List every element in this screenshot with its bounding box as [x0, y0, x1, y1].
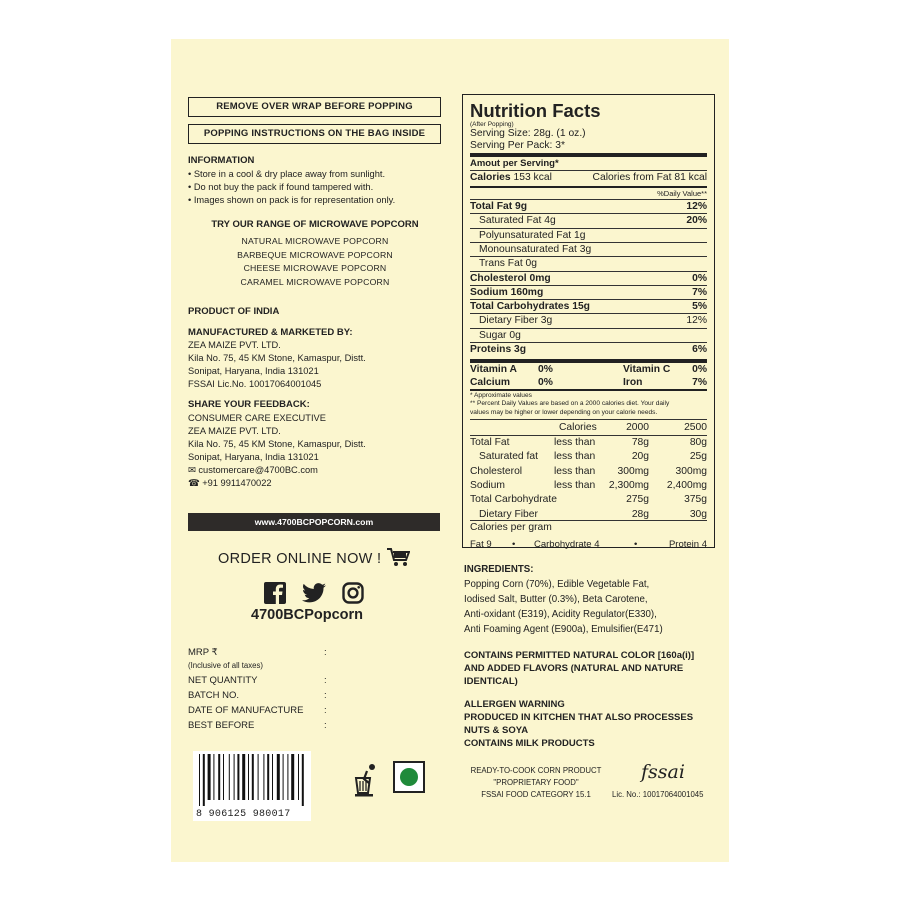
address-line: Kila No. 75, 45 KM Stone, Kamaspur, Distt. [188, 353, 366, 363]
serving-size: Serving Size: 28g. (1 oz.) [470, 128, 586, 139]
barcode-bar [229, 754, 230, 800]
ingredients-list [464, 577, 663, 637]
vitamin-value: 0% [692, 364, 707, 375]
facebook-icon [264, 582, 286, 609]
phone-line [188, 477, 366, 490]
info-line: • Do not buy the pack if found tampered with. [188, 182, 374, 192]
veg-symbol-icon [393, 761, 425, 793]
category-line: READY-TO-COOK CORN PRODUCT [470, 766, 602, 775]
net-quantity-label: NET QUANTITY [188, 675, 258, 686]
reference-nutrient: Saturated fat [479, 451, 538, 463]
nutrient-label: Total Fat 9g [470, 201, 528, 212]
barcode [193, 751, 311, 821]
reference-2000: 78g [631, 437, 649, 448]
cpg-dot: • [512, 539, 516, 550]
info-line: • Store in a cool & dry place away from sunlight. [188, 169, 386, 179]
mrp-field [188, 647, 218, 658]
range-item: BARBEQUE MICROWAVE POPCORN [237, 249, 393, 260]
vitamin-label: Vitamin A [470, 364, 517, 375]
vitamin-label: Calcium [470, 377, 511, 388]
nutrient-daily-value: 7% [692, 286, 707, 298]
category-line: "PROPRIETARY FOOD" [493, 778, 579, 787]
cpg-dot: • [634, 539, 638, 550]
barcode-bar [258, 754, 259, 800]
dustbin-icon [353, 763, 381, 802]
barcode-bar [234, 754, 235, 800]
cart-icon [386, 547, 410, 571]
nutrient-daily-value: 6% [692, 344, 707, 355]
vitamin-value: 0% [538, 377, 553, 388]
barcode-bar [298, 754, 299, 800]
reference-nutrient: Total Carbohydrate [470, 494, 558, 506]
ingredient-line: Anti-oxidant (E319), Acidity Regulator(E330), [464, 609, 657, 620]
reference-2500: 30g [689, 508, 707, 520]
mrp-label: MRP ₹ [188, 647, 218, 658]
info-line: • Images shown on pack is for representation only. [188, 195, 396, 205]
barcode-bar [213, 754, 214, 800]
barcode-bar [208, 754, 211, 800]
calories-label: Calories [470, 172, 511, 183]
ingredient-line: Popping Corn (70%), Edible Vegetable Fat, [464, 579, 650, 590]
footnote-line: ** Percent Daily Values are based on a 2000 calories diet. Your daily [470, 400, 670, 407]
vitamin-label: Iron [623, 377, 643, 388]
email-text: customercare@4700BC.com [198, 465, 318, 475]
nutrient-label: Monounsaturated Fat 3g [479, 243, 592, 255]
range-heading: TRY OUR RANGE OF MICROWAVE POPCORN [211, 219, 419, 230]
information-list [188, 168, 395, 207]
package-back-panel [171, 39, 729, 862]
nutrient-daily-value: 12% [686, 201, 707, 212]
reference-2000: 300mg [617, 465, 649, 477]
address-line: Sonipat, Haryana, India 131021 [188, 366, 319, 376]
allergen-line: NUTS & SOYA [464, 725, 529, 736]
barcode-bar [218, 754, 220, 800]
nutrient-label: Total Carbohydrates 15g [470, 301, 590, 313]
fssai-logo: fssai [641, 761, 685, 783]
batch-label: BATCH NO. [188, 690, 240, 701]
serving-per-pack: Serving Per Pack: 3* [470, 140, 566, 151]
vitamin-value: 7% [692, 377, 707, 388]
fssai-line: FSSAI Lic.No. 10017064001045 [188, 379, 322, 389]
reference-2500: 25g [689, 451, 707, 463]
reference-nutrient: Cholesterol [470, 465, 523, 477]
daily-value-header: %Daily Value** [657, 189, 707, 198]
calories-value: 153 kcal [513, 172, 552, 183]
reference-2500: 80g [689, 437, 707, 448]
social-icons [264, 582, 374, 606]
nutrient-label: Sodium 160mg [470, 286, 544, 298]
range-list [188, 235, 442, 289]
reference-2000: 20g [631, 451, 649, 463]
product-of-india: PRODUCT OF INDIA [188, 306, 280, 317]
barcode-bar [248, 754, 249, 800]
reference-nutrient: Total Fat [470, 437, 510, 448]
reference-2000: 28g [631, 508, 649, 520]
contains-colors [464, 649, 694, 688]
allergen-warning [464, 698, 693, 750]
nutrient-label: Cholesterol 0mg [470, 272, 551, 284]
vitamin-label: Vitamin C [623, 364, 671, 375]
barcode-bar [223, 754, 224, 800]
barcode-digits: 8 906125 980017 [196, 809, 291, 820]
contains-line: CONTAINS PERMITTED NATURAL COLOR [160a(i)] [464, 650, 695, 661]
barcode-bar [283, 754, 284, 800]
address-line: Sonipat, Haryana, India 131021 [188, 452, 319, 462]
barcode-bar [277, 754, 280, 800]
cpg-fat: Fat 9 [470, 539, 492, 550]
instagram-icon [342, 582, 364, 609]
category-line: FSSAI FOOD CATEGORY 15.1 [481, 790, 591, 799]
footnote-line: values may be higher or lower depending on your calorie needs. [470, 408, 658, 416]
calories-from-fat: Calories from Fat 81 kcal [592, 172, 707, 183]
dv-footnote [470, 400, 669, 417]
order-online-text: ORDER ONLINE NOW ! [218, 551, 382, 567]
range-item: CARAMEL MICROWAVE POPCORN [240, 276, 390, 287]
barcode-bar [199, 754, 200, 806]
mrp-note: (Inclusive of all taxes) [188, 661, 263, 670]
barcode-bar [263, 754, 264, 800]
barcode-bar [203, 754, 205, 806]
net-quantity-colon: : [324, 675, 327, 686]
address-line: ZEA MAIZE PVT. LTD. [188, 340, 281, 350]
barcode-bar [237, 754, 239, 800]
allergen-line: ALLERGEN WARNING [464, 699, 565, 710]
product-category [461, 765, 611, 801]
contains-line: IDENTICAL) [464, 676, 518, 687]
reference-2500: 300mg [675, 465, 707, 477]
best-before-colon: : [324, 720, 327, 731]
address-line: ZEA MAIZE PVT. LTD. [188, 426, 281, 436]
fssai-license: Lic. No.: 10017064001045 [612, 790, 704, 799]
barcode-bar [242, 754, 245, 800]
range-item: CHEESE MICROWAVE POPCORN [243, 263, 387, 273]
nutrient-label: Dietary Fiber 3g [479, 315, 553, 327]
allergen-line: CONTAINS MILK PRODUCTS [464, 738, 595, 749]
barcode-bar [252, 754, 254, 800]
nutrient-daily-value: 0% [692, 272, 707, 284]
address-line: Kila No. 75, 45 KM Stone, Kamaspur, Distt. [188, 439, 366, 449]
ref-2000: 2000 [626, 422, 649, 433]
manufacturer-heading: MANUFACTURED & MARKETED BY: [188, 327, 353, 338]
mrp-colon: : [324, 647, 327, 658]
email-line [188, 464, 366, 477]
ingredient-line: Iodised Salt, Butter (0.3%), Beta Carotene, [464, 594, 648, 605]
nutrient-label: Proteins 3g [470, 344, 527, 355]
vitamin-value: 0% [538, 364, 553, 375]
reference-nutrient: Sodium [470, 479, 505, 491]
reference-2000: 2,300mg [608, 479, 649, 491]
dom-colon: : [324, 705, 327, 716]
after-popping: (After Popping) [470, 121, 514, 128]
reference-2500: 2,400mg [666, 479, 707, 491]
cpg-protein: Protein 4 [668, 539, 707, 550]
barcode-bar [267, 754, 269, 800]
nutrient-label: Trans Fat 0g [479, 258, 537, 270]
reference-qualifier: less than [554, 465, 596, 477]
approx-note: * Approximate values [470, 392, 532, 399]
calories-per-gram: Calories per gram [470, 522, 552, 533]
nutrient-daily-value: 5% [692, 301, 707, 313]
popping-instructions-notice: POPPING INSTRUCTIONS ON THE BAG INSIDE [188, 124, 441, 144]
address-line: CONSUMER CARE EXECUTIVE [188, 413, 326, 423]
barcode-bar [287, 754, 288, 800]
website-banner: www.4700BCPOPCORN.com [188, 513, 440, 531]
best-before-label: BEST BEFORE [188, 720, 255, 731]
date-of-manufacture-label: DATE OF MANUFACTURE [188, 705, 304, 716]
social-handle: 4700BCPopcorn [251, 607, 364, 623]
ingredients-heading: INGREDIENTS: [464, 564, 534, 575]
barcode-bars [198, 754, 306, 806]
reference-qualifier: less than [554, 451, 596, 463]
phone-icon: ☎ [188, 478, 200, 488]
nutrient-daily-value: 12% [686, 315, 707, 327]
reference-nutrient: Dietary Fiber [479, 508, 538, 520]
barcode-bar [291, 754, 294, 800]
reference-2500: 375g [684, 494, 707, 506]
overwrap-notice: REMOVE OVER WRAP BEFORE POPPING [188, 97, 441, 117]
phone-text: +91 9911470022 [202, 478, 272, 488]
information-heading: INFORMATION [188, 155, 255, 166]
barcode-bar [272, 754, 273, 800]
allergen-line: PRODUCED IN KITCHEN THAT ALSO PROCESSES [464, 712, 694, 723]
order-online [218, 547, 410, 571]
nutrient-label: Sugar 0g [479, 329, 521, 341]
barcode-bar [302, 754, 304, 806]
reference-qualifier: less than [554, 479, 596, 491]
feedback-heading: SHARE YOUR FEEDBACK: [188, 399, 310, 410]
nutrition-facts-panel [462, 94, 715, 548]
nutrient-label: Saturated Fat 4g [479, 215, 556, 227]
ingredient-line: Anti Foaming Agent (E900a), Emulsifier(E471) [464, 624, 663, 635]
range-item: NATURAL MICROWAVE POPCORN [241, 236, 389, 246]
email-icon: ✉ [188, 465, 196, 475]
nutrient-daily-value: 20% [686, 215, 707, 227]
twitter-icon [302, 583, 326, 608]
reference-qualifier: less than [554, 437, 596, 448]
manufacturer-address [188, 339, 366, 391]
ref-calories-label: Calories [559, 422, 597, 433]
nutrient-label: Polyunsaturated Fat 1g [479, 229, 586, 241]
amount-per-serving: Amout per Serving* [470, 158, 559, 169]
batch-colon: : [324, 690, 327, 701]
feedback-address [188, 412, 366, 490]
nutrition-title: Nutrition Facts [470, 100, 601, 121]
ref-2500: 2500 [684, 422, 707, 433]
cpg-carbohydrate: Carbohydrate 4 [534, 539, 600, 550]
contains-line: AND ADDED FLAVORS (NATURAL AND NATURE [464, 663, 684, 674]
reference-2000: 275g [626, 494, 649, 506]
